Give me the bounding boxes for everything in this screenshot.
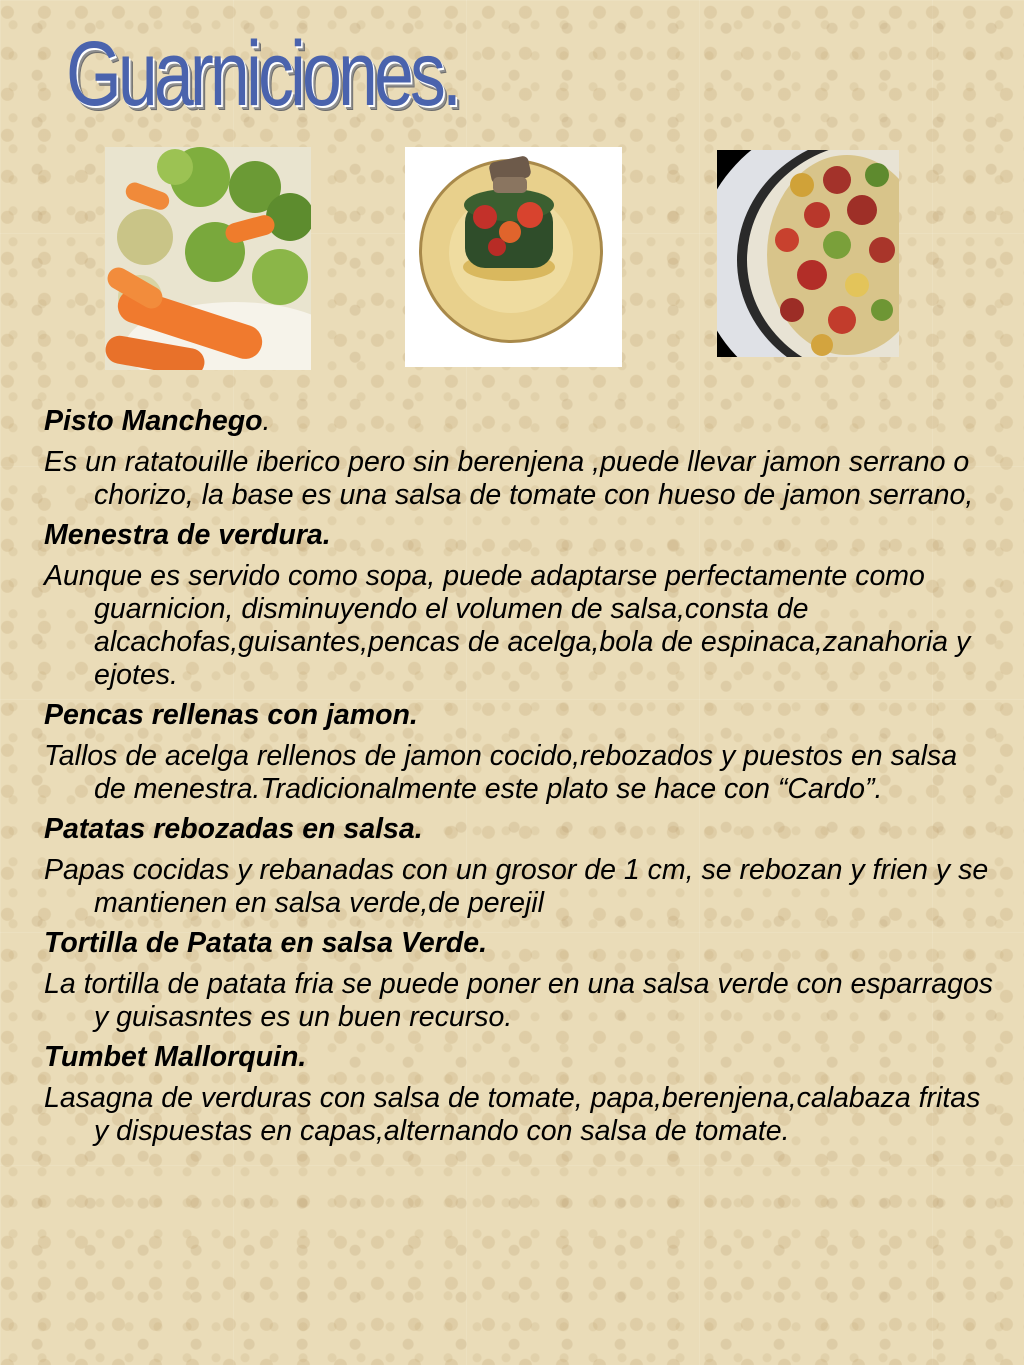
- item-heading: [44, 927, 994, 960]
- item-title: Tumbet Mallorquin.: [44, 1041, 307, 1073]
- item-title: Pencas rellenas con jamon.: [44, 699, 418, 731]
- item-heading: [44, 1041, 994, 1074]
- item-heading: [44, 519, 994, 552]
- item-description: Aunque es servido como sopa, puede adaptarse perfectamente como guarnicion, disminuyendo el volumen de salsa,consta de alcachofas,guisantes,pencas de acelga,bola de espinaca,zanahoria y ejotes.: [44, 560, 971, 691]
- plated-dish-photo: [405, 147, 622, 367]
- list-item: [44, 519, 994, 692]
- item-title: Menestra de verdura.: [44, 519, 331, 551]
- stew-photo: [717, 150, 899, 357]
- list-item: [44, 405, 994, 512]
- list-item: [44, 927, 994, 1034]
- list-item: [44, 1041, 994, 1148]
- item-title-suffix: .: [262, 405, 271, 437]
- item-heading: [44, 405, 994, 438]
- item-title: Patatas rebozadas en salsa.: [44, 813, 423, 845]
- item-description: La tortilla de patata fria se puede poner en una salsa verde con esparragos y guisasntes es un buen recurso.: [44, 968, 994, 1033]
- item-title: Pisto Manchego: [44, 405, 263, 437]
- vegetables-photo: [105, 147, 311, 370]
- item-description: Tallos de acelga rellenos de jamon cocido,rebozados y puestos en salsa de menestra.Tradicionalmente este plato se hace con “Cardo”.: [44, 740, 958, 805]
- item-description: Papas cocidas y rebanadas con un grosor de 1 cm, se rebozan y frien y se mantienen en salsa verde,de perejil: [44, 854, 989, 919]
- list-item: [44, 813, 994, 920]
- item-description: Es un ratatouille iberico pero sin berenjena ,puede llevar jamon serrano o chorizo, la base es una salsa de tomate con hueso de jamon serrano,: [44, 446, 974, 511]
- garnish-list: [44, 405, 994, 1155]
- page-title: Guarniciones.: [66, 23, 459, 125]
- item-title: Tortilla de Patata en salsa Verde.: [44, 927, 487, 959]
- item-heading: [44, 699, 994, 732]
- item-description: Lasagna de verduras con salsa de tomate, papa,berenjena,calabaza fritas y dispuestas en capas,alternando con salsa de tomate.: [44, 1082, 981, 1147]
- list-item: [44, 699, 994, 806]
- item-heading: [44, 813, 994, 846]
